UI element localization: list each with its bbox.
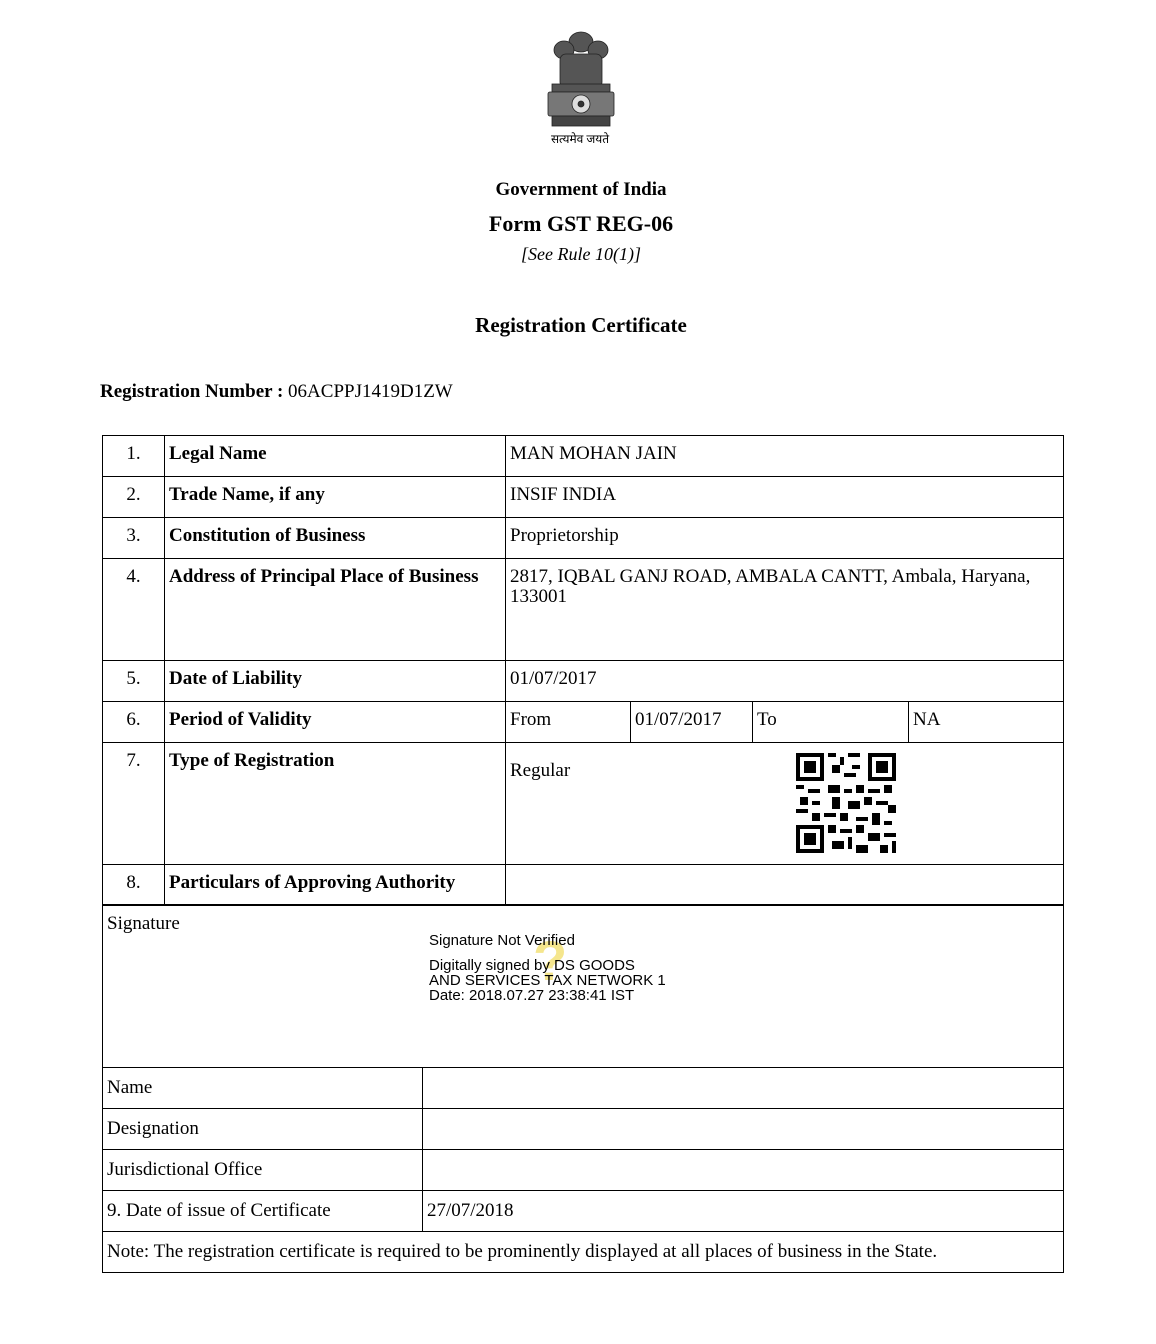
rule-reference: [See Rule 10(1)] bbox=[521, 244, 641, 264]
issue-date-value: 27/07/2018 bbox=[423, 1191, 1064, 1232]
name-value bbox=[423, 1068, 1064, 1109]
issue-date-label: 9. Date of issue of Certificate bbox=[103, 1191, 423, 1232]
table-row bbox=[103, 743, 1064, 865]
validity-to-value: NA bbox=[909, 702, 1064, 743]
signature-label: Signature bbox=[107, 913, 180, 934]
row-label: Legal Name bbox=[165, 436, 506, 477]
table-row bbox=[103, 661, 1064, 702]
registration-number-label: Registration Number : bbox=[100, 381, 284, 402]
table-row bbox=[103, 436, 1064, 477]
government-title: Government of India bbox=[495, 179, 667, 200]
table-row bbox=[103, 518, 1064, 559]
signature-signer-line1: Digitally signed by DS GOODS bbox=[429, 957, 635, 974]
validity-from-label: From bbox=[506, 702, 631, 743]
table-row bbox=[103, 1109, 1064, 1150]
row-label: Particulars of Approving Authority bbox=[165, 865, 506, 906]
row-number: 8. bbox=[103, 865, 165, 906]
certificate-title: Registration Certificate bbox=[475, 313, 687, 337]
row-number: 7. bbox=[103, 743, 165, 865]
row-number: 5. bbox=[103, 661, 165, 702]
emblem-motto: सत्यमेव जयते bbox=[550, 132, 610, 146]
jurisdictional-office-value bbox=[423, 1150, 1064, 1191]
digital-signature-stamp bbox=[429, 929, 666, 1004]
jurisdictional-office-label: Jurisdictional Office bbox=[103, 1150, 423, 1191]
qr-code-icon bbox=[796, 753, 896, 853]
address-value: 2817, IQBAL GANJ ROAD, AMBALA CANTT, Ambala, Haryana, 133001 bbox=[506, 559, 1064, 661]
row-label: Type of Registration bbox=[165, 743, 506, 865]
table-row bbox=[103, 477, 1064, 518]
registration-number-value: 06ACPPJ1419D1ZW bbox=[288, 381, 453, 402]
row-number: 3. bbox=[103, 518, 165, 559]
table-row bbox=[103, 1150, 1064, 1191]
name-label: Name bbox=[103, 1068, 423, 1109]
row-label: Date of Liability bbox=[165, 661, 506, 702]
liability-date-value: 01/07/2017 bbox=[506, 661, 1064, 702]
legal-name-value: MAN MOHAN JAIN bbox=[506, 436, 1064, 477]
signature-signer-line2: AND SERVICES TAX NETWORK 1 bbox=[429, 972, 666, 989]
trade-name-value: INSIF INDIA bbox=[506, 477, 1064, 518]
row-number: 6. bbox=[103, 702, 165, 743]
signature-row bbox=[103, 905, 1064, 1068]
form-title: Form GST REG-06 bbox=[488, 211, 674, 236]
table-row bbox=[103, 865, 1064, 906]
signature-block bbox=[103, 905, 1064, 1068]
table-row bbox=[103, 1191, 1064, 1232]
table-row bbox=[103, 1068, 1064, 1109]
question-mark-icon: ? bbox=[533, 929, 568, 992]
display-note: Note: The registration certificate is required to be prominently displayed at all places of business in the State. bbox=[103, 1232, 1064, 1273]
row-label: Period of Validity bbox=[165, 702, 506, 743]
designation-value bbox=[423, 1109, 1064, 1150]
designation-label: Designation bbox=[103, 1109, 423, 1150]
signature-date: Date: 2018.07.27 23:38:41 IST bbox=[429, 987, 635, 1004]
constitution-value: Proprietorship bbox=[506, 518, 1064, 559]
row-number: 4. bbox=[103, 559, 165, 661]
signature-table bbox=[102, 904, 1064, 1273]
signature-status: Signature Not Verified bbox=[429, 932, 575, 949]
row-number: 2. bbox=[103, 477, 165, 518]
validity-to-label: To bbox=[753, 702, 909, 743]
registration-details-table bbox=[102, 435, 1064, 906]
row-label: Address of Principal Place of Business bbox=[165, 559, 506, 661]
approving-authority-value bbox=[506, 865, 1064, 906]
validity-from-value: 01/07/2017 bbox=[631, 702, 753, 743]
table-row bbox=[103, 702, 1064, 743]
row-number: 1. bbox=[103, 436, 165, 477]
registration-number-line bbox=[100, 381, 453, 403]
table-row bbox=[103, 1232, 1064, 1273]
row-label: Trade Name, if any bbox=[165, 477, 506, 518]
table-row bbox=[103, 559, 1064, 661]
registration-type-value: Regular bbox=[510, 760, 571, 781]
row-label: Constitution of Business bbox=[165, 518, 506, 559]
registration-type-cell bbox=[506, 743, 1064, 865]
